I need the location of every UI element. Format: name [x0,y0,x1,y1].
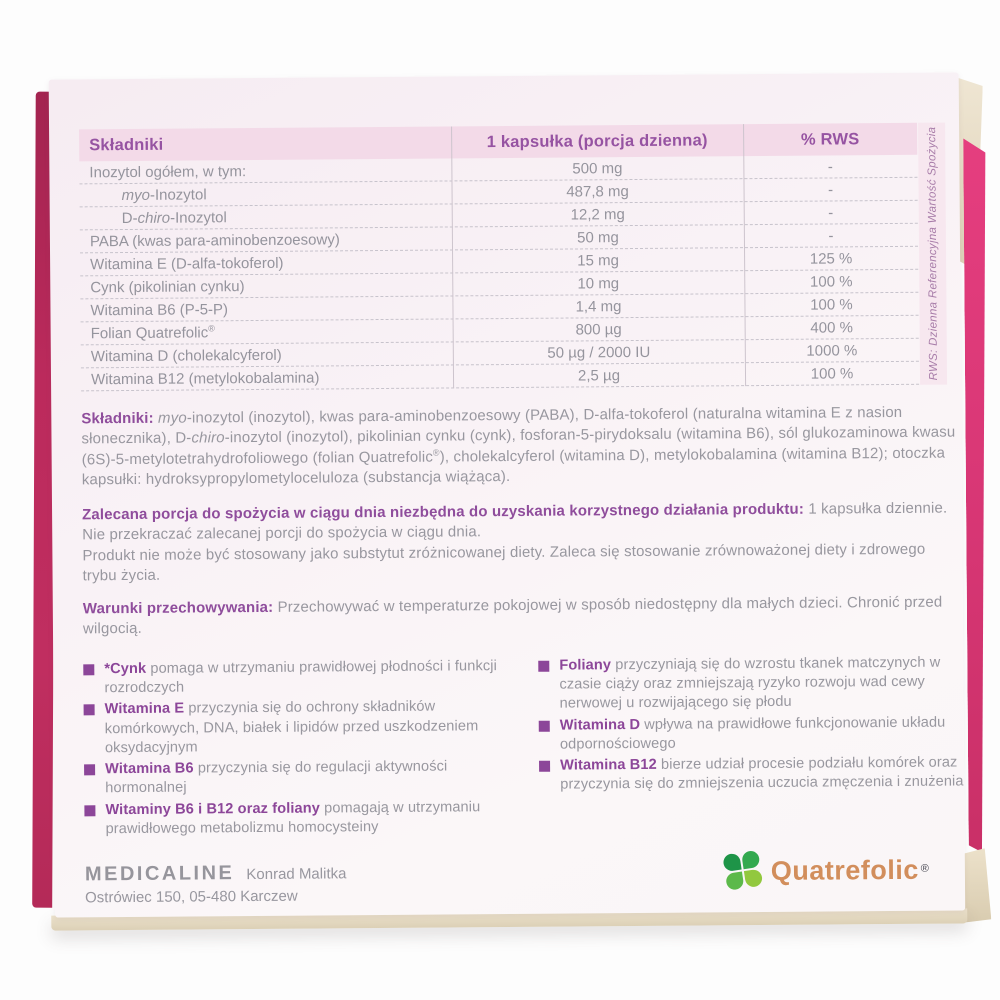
rws-side-note: RWS: Dzienna Referencyjna Wartość Spożycia [918,123,947,385]
clover-leaf-icon [725,872,744,891]
nutrition-table [79,123,947,392]
medicaline-logo: MEDICALINE [84,862,235,886]
claim-item: Foliany przyczyniają się do wzrostu tkanek matczynych w czasie ciąży oraz zmniejszają ryzyko rozwoju wad cewy nerwowej u rozwijającego się płodu [538,653,967,714]
header-portion-cell: 1 kapsułka (porcja dzienna) [486,130,708,151]
table-row: Inozytol ogółem, w tym: 500 mg - [79,155,917,185]
manufacturer-address: Ostrówiec 150, 05-480 Karczew [85,887,298,907]
quatrefolic-logo [725,851,929,891]
bullet-square-icon [539,720,550,731]
product-box [31,72,990,931]
footer [84,854,965,907]
table-row: Folian Quatrefolic® 800 µg 400 % [81,316,919,346]
registered-mark: ® [920,863,929,876]
usage-paragraph: Zalecana porcja do spożycia w ciągu dnia niezbędna do uzyskania korzystnego działania produktu: 1 kapsułka dziennie. Nie przekraczać zalecanej porcji do spożycia w ciągu dnia. Produkt nie może być stosowany jako substytut zróżnicowanej diety. Zaleca się stosowanie zrównoważonej diety i zdrowego trybu życia. [82,499,948,585]
box-back-panel [49,72,966,917]
storage-paragraph: Warunki przechowywania: Przechowywać w temperaturze pokojowej w sposób niedostępny dla małych dzieci. Chronić przed wilgocią. [82,593,943,638]
claims-right-column [538,653,968,838]
claims-left-column [83,657,513,842]
table-row: PABA (kwas para-aminobenzoesowy) 50 mg - [80,224,918,254]
table-rows [79,155,947,392]
bullet-square-icon [539,761,550,772]
table-row: Witamina B12 (metylokobalamina) 2,5 µg 100 % [81,362,919,392]
table-row: D-chiro-Inozytol 12,2 mg - [80,201,918,231]
claim-item: Witaminy B6 i B12 oraz foliany pomagają w utrzymaniu prawidłowego metabolizmu homocysteiny [84,798,513,840]
claim-item: Witamina E przyczynia się do ochrony składników komórkowych, DNA, białek i lipidów przed uszkodzeniem oksydacyjnym [84,697,513,758]
bullet-square-icon [538,661,549,672]
quatrefolic-wordmark: Quatrefolic [770,854,919,886]
bullet-square-icon [83,664,94,675]
claims-section [83,653,968,841]
clover-icon [722,850,765,893]
clover-leaf-icon [744,869,763,888]
clover-leaf-icon [741,850,760,869]
manufacturer-name: Konrad Malitka [246,865,347,884]
manufacturer-block [85,861,347,906]
table-row: Witamina E (D-alfa-tokoferol) 15 mg 125 % [80,247,918,277]
table-row: Witamina B6 (P-5-P) 1,4 mg 100 % [80,293,918,323]
bullet-square-icon [84,805,95,816]
bullet-square-icon [84,705,95,716]
table-row: Cynk (pikolinian cynku) 10 mg 100 % [80,270,918,300]
clover-leaf-icon [722,853,741,872]
claim-item: Witamina B6 przyczynia się do regulacji aktywności hormonalnej [84,757,513,799]
ingredients-paragraph: Składniki: myo-inozytol (inozytol), kwas para-aminobenzoesowy (PABA), D-alfa-tokoferol (naturalna witamina E z nasion słonecznika), D-chiro-inozytol (inozytol), pikolinian cynku (cynk), fosforan-5-pirydoksalu (witamina B6), sól glukozaminowa kwasu (6S)-5-metylotetrahydrofoliowego (folian Quatrefolic®), cholekalcyferol (witamina D), metylokobalamina (witamina B12); otoczka kapsułki: hydroksypropylometyloceluloza (substancja wiążąca). [81,403,956,489]
claim-item: Witamina D wpływa na prawidłowe funkcjonowanie układu odpornościowego [539,713,968,755]
table-row: Witamina D (cholekalcyferol) 50 µg / 2000 IU 1000 % [81,339,919,369]
table-row: myo-Inozytol 487,8 mg - [79,178,917,208]
header-rws-cell: % RWS [800,129,860,149]
claim-item: Witamina B12 bierze udział procesie podziału komórek oraz przyczynia się do zmniejszenia uczucia zmęczenia i znużenia [539,754,968,796]
header-ingredient-cell: Składniki [89,135,164,154]
claim-item: *Cynk pomaga w utrzymaniu prawidłowej płodności i funkcji rozrodczych [83,657,512,699]
bullet-square-icon [84,764,95,775]
